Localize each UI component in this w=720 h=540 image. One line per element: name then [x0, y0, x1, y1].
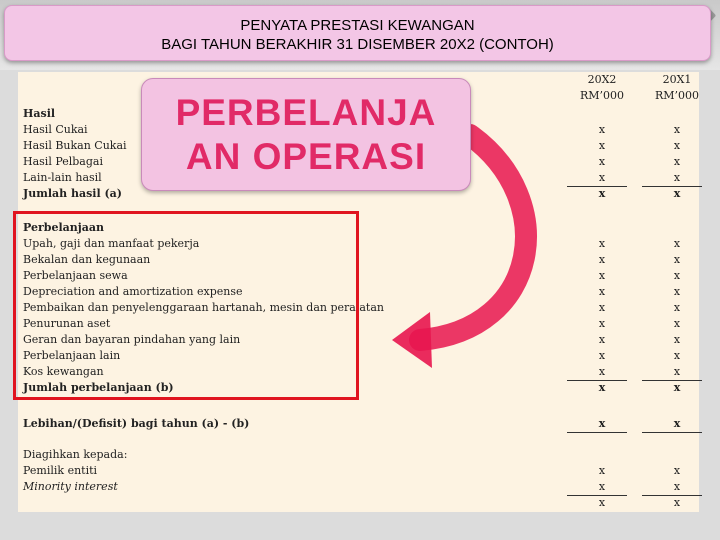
revenue-heading: Hasil — [23, 107, 56, 120]
revenue-item-current: x — [598, 123, 606, 136]
expense-item-prior: x — [673, 301, 681, 314]
expense-item-prior: x — [673, 237, 681, 250]
expense-item-label: Depreciation and amortization expense — [23, 285, 243, 298]
surplus-label: Lebihan/(Defisit) bagi tahun (a) - (b) — [23, 417, 250, 430]
expense-item-current: x — [598, 317, 606, 330]
column-header-current-year: 20X2 — [587, 73, 617, 86]
expense-item-label: Geran dan bayaran pindahan yang lain — [23, 333, 241, 346]
revenue-item-prior: x — [673, 139, 681, 152]
revenue-item-label: Hasil Pelbagai — [23, 155, 103, 168]
expense-item-label: Penurunan aset — [23, 317, 111, 330]
expense-item-prior: x — [673, 285, 681, 298]
attributable-item-prior: x — [673, 464, 681, 477]
attributable-item-prior: x — [673, 480, 681, 493]
surplus-current: x — [598, 417, 606, 430]
expense-item-label: Pembaikan dan penyelenggaraan hartanah, mesin dan peralatan — [23, 301, 384, 314]
revenue-item-label: Hasil Bukan Cukai — [23, 139, 127, 152]
attributable-heading: Diagihkan kepada: — [23, 448, 128, 461]
attributable-item-label: Minority interest — [23, 480, 118, 493]
expense-item-current: x — [598, 237, 606, 250]
expense-item-label: Upah, gaji dan manfaat pekerja — [23, 237, 200, 250]
revenue-item-current: x — [598, 171, 606, 184]
expense-item-prior: x — [673, 349, 681, 362]
expense-item-prior: x — [673, 365, 681, 378]
revenue-total-current: x — [598, 187, 606, 200]
attributable-total-prior: x — [673, 496, 681, 509]
title-line-1: PENYATA PRESTASI KEWANGAN — [240, 17, 475, 34]
column-header-prior-year: 20X1 — [662, 73, 692, 86]
revenue-item-prior: x — [673, 123, 681, 136]
expense-item-current: x — [598, 285, 606, 298]
callout-line-1: PERBELANJA — [175, 92, 437, 133]
revenue-item-label: Hasil Cukai — [23, 123, 88, 136]
expense-item-label: Perbelanjaan sewa — [23, 269, 128, 282]
expense-item-current: x — [598, 365, 606, 378]
expenses-highlight-box — [13, 211, 359, 400]
expense-item-label: Bekalan dan kegunaan — [23, 253, 151, 266]
attributable-total-current: x — [598, 496, 606, 509]
title-line-2: BAGI TAHUN BERAKHIR 31 DISEMBER 20X2 (CONTOH) — [161, 36, 554, 53]
expense-item-current: x — [598, 253, 606, 266]
revenue-item-current: x — [598, 139, 606, 152]
expense-item-label: Perbelanjaan lain — [23, 349, 121, 362]
expenses-heading: Perbelanjaan — [23, 221, 104, 234]
expense-item-prior: x — [673, 317, 681, 330]
expense-item-current: x — [598, 301, 606, 314]
revenue-total-label: Jumlah hasil (a) — [23, 187, 123, 200]
expenses-total-label: Jumlah perbelanjaan (b) — [23, 381, 174, 394]
revenue-item-prior: x — [673, 171, 681, 184]
attributable-item-current: x — [598, 480, 606, 493]
revenue-item-label: Lain-lain hasil — [23, 171, 102, 184]
revenue-item-prior: x — [673, 155, 681, 168]
attributable-item-label: Pemilik entiti — [23, 464, 98, 477]
callout-line-2: AN OPERASI — [185, 136, 427, 177]
expense-item-prior: x — [673, 253, 681, 266]
revenue-item-current: x — [598, 155, 606, 168]
attributable-item-current: x — [598, 464, 606, 477]
surplus-prior: x — [673, 417, 681, 430]
operating-expenses-callout — [141, 78, 471, 191]
revenue-total-prior: x — [673, 187, 681, 200]
expense-item-current: x — [598, 269, 606, 282]
expense-item-current: x — [598, 349, 606, 362]
expense-item-prior: x — [673, 269, 681, 282]
column-header-current-unit: RM’000 — [579, 89, 625, 102]
expenses-total-prior: x — [673, 381, 681, 394]
expense-item-current: x — [598, 333, 606, 346]
column-header-prior-unit: RM’000 — [654, 89, 700, 102]
expenses-total-current: x — [598, 381, 606, 394]
expense-item-label: Kos kewangan — [23, 365, 104, 378]
expense-item-prior: x — [673, 333, 681, 346]
